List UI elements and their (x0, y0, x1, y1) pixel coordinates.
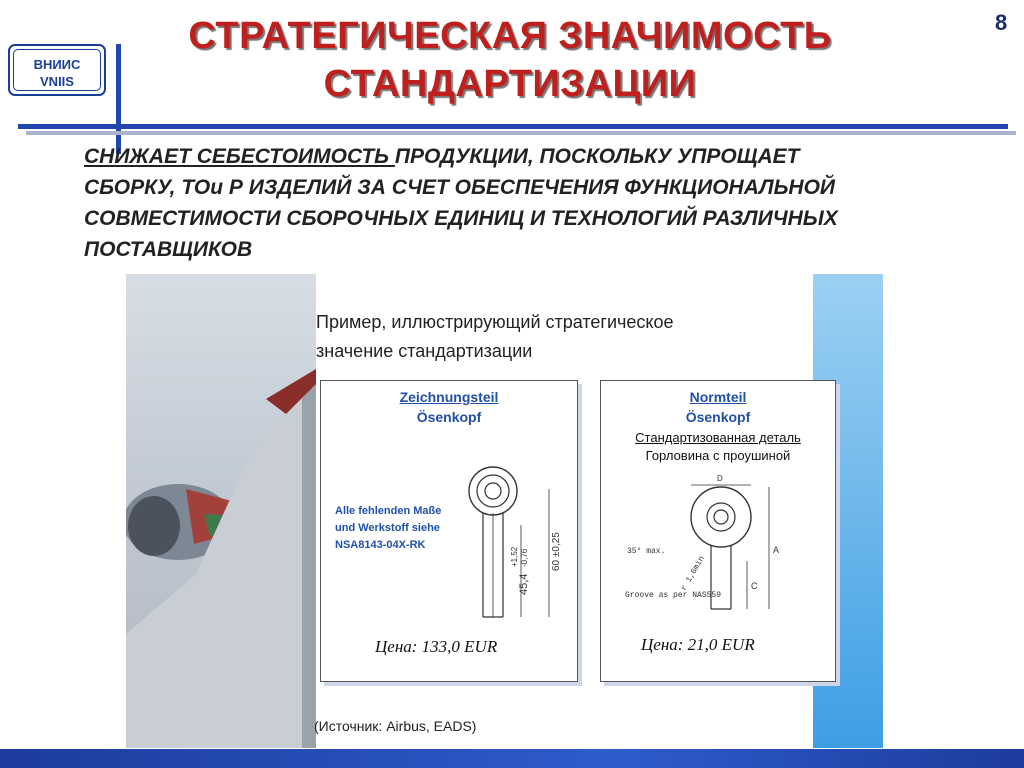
figure-source: (Источник: Airbus, EADS) (314, 718, 477, 734)
eye-outer (691, 487, 751, 547)
eye-inner (485, 483, 501, 499)
drawing-part-panel (320, 380, 578, 682)
standard-part-panel (600, 380, 836, 682)
vertical-accent-bar (116, 44, 121, 154)
engine-inlet (128, 496, 180, 556)
left-note-line3: NSA8143-04X-RK (335, 539, 426, 551)
body-line2: СБОРКУ, ТОи Р ИЗДЕЛИЙ ЗА СЧЕТ ОБЕСПЕЧЕНИЯ ФУНКЦИОНАЛЬНОЙ (84, 176, 836, 199)
left-heading-oesenkopf: Ösenkopf (416, 409, 482, 425)
dim-text-d: D (717, 474, 723, 483)
figure-image (126, 274, 883, 748)
body-paragraph (84, 141, 1014, 265)
body-line3: СОВМЕСТИМОСТИ СБОРОЧНЫХ ЕДИНИЦ И ТЕХНОЛОГИЙ РАЗЛИЧНЫХ (84, 207, 838, 230)
eye-outer (469, 467, 517, 515)
left-technical-drawing (321, 381, 577, 681)
header-divider-shadow (26, 131, 1016, 135)
body-line1-rest: ПРОДУКЦИИ, ПОСКОЛЬКУ УПРОЩАЕТ (394, 145, 800, 168)
right-heading-normteil: Normteil (689, 389, 747, 405)
dim-text-tol-lower: -0,76 (520, 548, 529, 567)
logo-line-en: VNIIS (40, 74, 74, 89)
figure-caption (316, 308, 674, 366)
dim-text-length: 45,4 (518, 573, 530, 595)
right-price: Цена: 21,0 EUR (641, 635, 755, 654)
header-divider (18, 124, 1008, 129)
body-underlined-phrase: СНИЖАЕТ СЕБЕСТОИМОСТЬ (84, 145, 395, 168)
logo-line-ru: ВНИИС (33, 57, 81, 72)
left-note-line1: Alle fehlenden Maße (335, 505, 442, 517)
eye-middle (477, 475, 509, 507)
wing-leading-edge (302, 369, 316, 748)
right-ru-description: Горловина с проушиной (645, 448, 791, 463)
slide-title-line2: СТАНДАРТИЗАЦИИ (323, 63, 697, 105)
footer-bar (0, 749, 1024, 768)
vniis-logo (8, 44, 106, 96)
left-price: Цена: 133,0 EUR (375, 637, 498, 656)
left-note-line2: und Werkstoff siehe (335, 522, 440, 534)
caption-line1: Пример, иллюстрирующий стратегическое (316, 312, 674, 332)
dim-text-a: A (773, 545, 780, 555)
dim-text-total: 60 ±0,25 (551, 532, 562, 571)
dim-text-c: C (751, 581, 758, 591)
dim-text-angle: 35° max. (627, 547, 666, 556)
dim-text-groove: Groove as per NAS559 (625, 591, 722, 600)
right-heading-oesenkopf: Ösenkopf (685, 409, 751, 425)
body-line4: ПОСТАВЩИКОВ (84, 238, 253, 261)
dim-text-tol-upper: +1,52 (510, 546, 519, 567)
vniis-logo-frame (13, 49, 101, 91)
eye-middle (707, 503, 735, 531)
dim-text-radius: r 1,6min (679, 554, 707, 593)
slide-title-line1: СТРАТЕГИЧЕСКАЯ ЗНАЧИМОСТЬ (188, 15, 832, 57)
caption-line2: значение стандартизации (316, 341, 533, 361)
eye-inner (714, 510, 728, 524)
right-ru-standardized: Стандартизованная деталь (635, 430, 801, 445)
wing-surface (126, 374, 316, 748)
page-number: 8 (995, 10, 1008, 35)
left-heading-zeichnungsteil: Zeichnungsteil (399, 389, 499, 405)
slide-title (120, 12, 900, 108)
